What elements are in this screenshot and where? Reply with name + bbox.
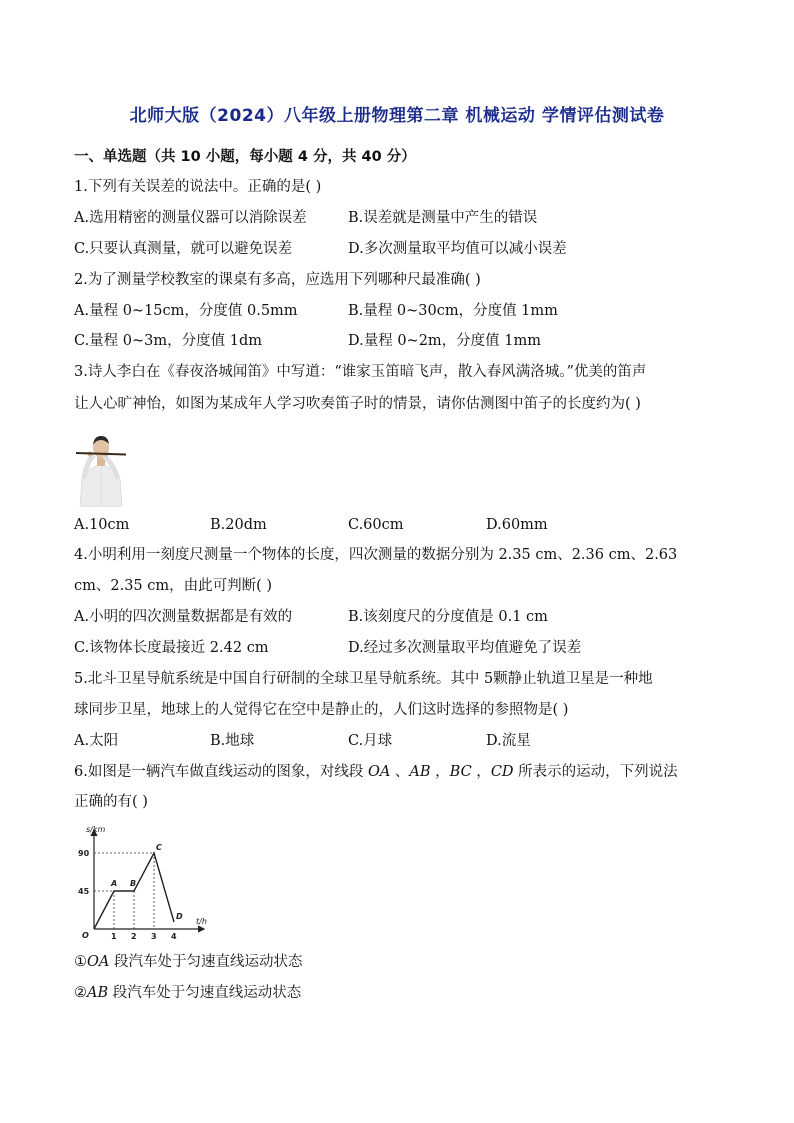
segment-bc-label: BC — [449, 764, 472, 780]
question-4-stem-line2: cm、2.35 cm，由此可判断( ) — [74, 578, 273, 594]
question-5-option-c: C.月球 — [348, 733, 393, 749]
x-tick-3: 3 — [151, 932, 157, 941]
x-tick-4: 4 — [171, 932, 177, 941]
question-1-option-a: A.选用精密的测量仪器可以消除误差 — [74, 210, 307, 226]
statement-text: 段汽车处于匀速直线运动状态 — [109, 954, 303, 970]
point-d-label: D — [176, 912, 183, 921]
point-b-label: B — [130, 879, 137, 888]
question-6-stem-line1 — [74, 762, 678, 782]
question-1-option-b: B.误差就是测量中产生的错误 — [348, 210, 538, 226]
question-3-option-a: A.10cm — [74, 517, 130, 533]
question-5-option-b: B.地球 — [210, 733, 255, 749]
question-3-option-c: C.60cm — [348, 517, 404, 533]
statement-number: ① — [74, 954, 87, 970]
y-tick-90: 90 — [78, 849, 90, 858]
question-3-option-b: B.20dm — [210, 517, 267, 533]
separator: ， — [471, 764, 491, 780]
question-1-option-c: C.只要认真测量，就可以避免误差 — [74, 241, 293, 257]
point-c-label: C — [156, 843, 162, 852]
question-2-stem: 2.为了测量学校教室的课桌有多高，应选用下列哪种尺最准确( ) — [74, 272, 481, 288]
question-4-option-b: B.该刻度尺的分度值是 0.1 cm — [348, 609, 548, 625]
question-1-stem: 1.下列有关误差的说法中。正确的是( ) — [74, 179, 322, 195]
question-4-stem-line1: 4.小明利用一刻度尺测量一个物体的长度，四次测量的数据分别为 2.35 cm、2.36 cm、2.63 — [74, 547, 678, 563]
question-4-option-d: D.经过多次测量取平均值避免了误差 — [348, 640, 582, 656]
separator: 、 — [390, 764, 410, 780]
question-5-option-a: A.太阳 — [74, 733, 119, 749]
question-6-stem-line2: 正确的有( ) — [74, 794, 148, 810]
page-title: 北师大版（2024）八年级上册物理第二章 机械运动 学情评估测试卷 — [129, 106, 665, 126]
statement-number: ② — [74, 985, 87, 1001]
question-1-option-d: D.多次测量取平均值可以减小误差 — [348, 241, 567, 257]
question-3-option-d: D.60mm — [486, 517, 548, 533]
segment-ab-label: AB — [409, 764, 431, 780]
flute-player-image — [74, 427, 128, 507]
question-6-statement-1 — [74, 952, 302, 972]
x-tick-1: 1 — [111, 932, 117, 941]
x-axis-label: t/h — [196, 917, 207, 926]
section-heading: 一、单选题（共 10 小题，每小题 4 分，共 40 分） — [74, 149, 416, 165]
point-a-label: A — [111, 879, 118, 888]
question-2-option-a: A.量程 0~15cm，分度值 0.5mm — [74, 303, 298, 319]
y-tick-45: 45 — [78, 887, 90, 896]
segment-oa-label: OA — [367, 764, 391, 780]
question-3-stem-line1: 3.诗人李白在《春夜洛城闻笛》中写道：“谁家玉笛暗飞声，散入春风满洛城。”优美的笛声 — [74, 364, 647, 380]
question-2-option-b: B.量程 0~30cm，分度值 1mm — [348, 303, 558, 319]
question-4-option-c: C.该物体长度最接近 2.42 cm — [74, 640, 269, 656]
question-6-stem-text-a: 6.如图是一辆汽车做直线运动的图象，对线段 — [74, 764, 368, 780]
question-2-option-c: C.量程 0~3m，分度值 1dm — [74, 333, 263, 349]
y-axis-label: s/km — [86, 825, 106, 834]
segment-cd-label: CD — [490, 764, 514, 780]
separator: ， — [430, 764, 450, 780]
statement-text: 段汽车处于匀速直线运动状态 — [108, 985, 302, 1001]
segment-ab-label: AB — [87, 985, 109, 1001]
x-tick-2: 2 — [131, 932, 137, 941]
question-5-stem-line2: 球同步卫星，地球上的人觉得它在空中是静止的，人们这时选择的参照物是( ) — [74, 702, 569, 718]
question-4-option-a: A.小明的四次测量数据都是有效的 — [74, 609, 293, 625]
origin-label: O — [82, 931, 89, 940]
question-6-statement-2 — [74, 983, 301, 1003]
question-5-stem-line1: 5.北斗卫星导航系统是中国自行研制的全球卫星导航系统。其中 5颗静止轨道卫星是一种地 — [74, 671, 653, 687]
distance-time-graph — [74, 824, 224, 944]
question-2-option-d: D.量程 0~2m，分度值 1mm — [348, 333, 542, 349]
question-6-stem-text-b: 所表示的运动，下列说法 — [513, 764, 678, 780]
question-5-option-d: D.流星 — [486, 733, 531, 749]
segment-oa-label: OA — [87, 954, 110, 970]
question-3-stem-line2: 让人心旷神怡，如图为某成年人学习吹奏笛子时的情景，请你估测图中笛子的长度约为( ) — [74, 396, 641, 412]
